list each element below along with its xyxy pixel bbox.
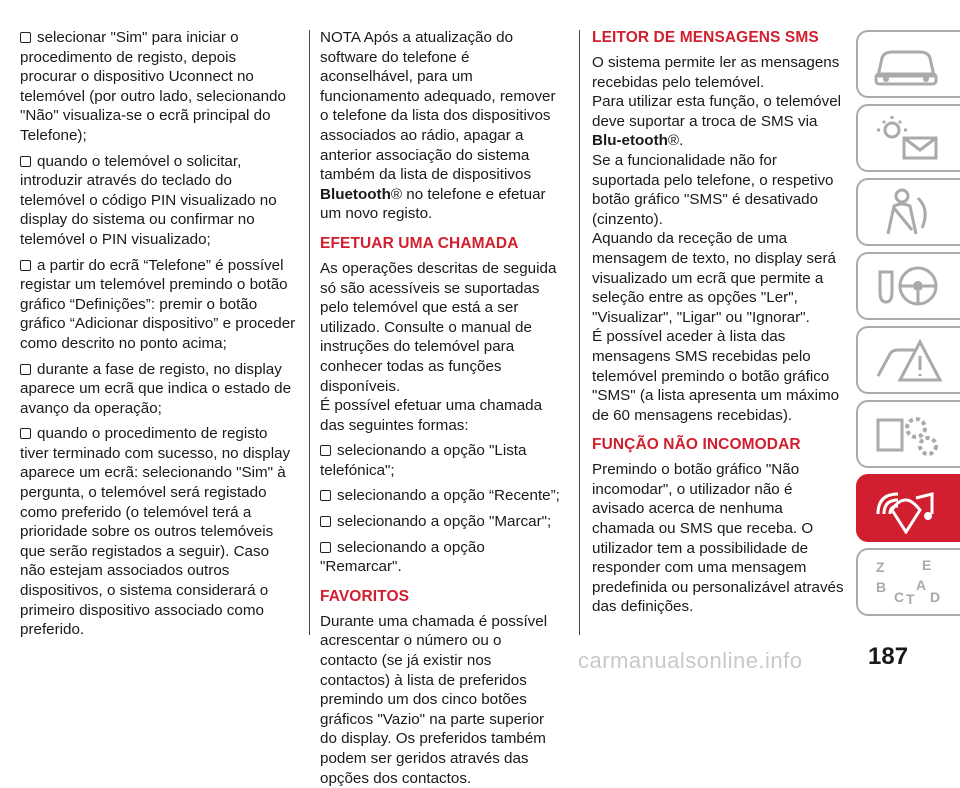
- index-letter: T: [906, 591, 915, 607]
- column-divider: [579, 30, 580, 635]
- checkbox-bullet-icon: [20, 260, 31, 271]
- column-divider: [309, 30, 310, 635]
- road-warning-icon: [872, 336, 948, 386]
- tab-multimedia[interactable]: [856, 474, 960, 542]
- checkbox-bullet-icon: [320, 490, 331, 501]
- paragraph: O sistema permite ler as mensagens recebidas pelo telemóvel.: [592, 54, 840, 91]
- paragraph: Aquando da receção de uma mensagem de texto, no display será visualizado um ecrã que permite a seleção entre as opções "Ler", "Visualizar", "Ligar" ou "Ignorar".: [592, 230, 836, 326]
- index-letters-icon: [872, 558, 948, 608]
- paragraph: Premindo o botão gráfico "Não incomodar", o utilizador não é avisado acerca de nenhuma chamada ou SMS que receba. O utilizador tem a possibilidade de responder com uma mensagem predefinida ou personalizável através das definições.: [592, 461, 844, 616]
- index-letter: A: [916, 577, 927, 593]
- bluetooth-bold: Blu-etooth: [592, 132, 668, 150]
- list-item: selecionar "Sim" para iniciar o procedimento de registo, depois procurar o dispositivo Uconnect no telemóvel (por outro lado, selecionando "Não" visualiza-se o ecrã principal do Telefone);: [20, 29, 286, 144]
- tab-emergency[interactable]: [856, 326, 960, 394]
- paragraph: É possível aceder à lista das mensagens SMS recebidas pelo telemóvel premindo o botão gráfico "SMS" (a lista apresenta um máximo de 60 mensagens recebidas).: [592, 328, 840, 424]
- bluetooth-bold: Bluetooth: [320, 185, 391, 203]
- tab-maintenance[interactable]: [856, 400, 960, 468]
- paragraph: Durante uma chamada é possível acrescentar o número ou o contacto (se já existir nos contactos) à lista de preferidos premindo um dos cinco botões gráficos "Vazio" na parte superior do display. Os preferidos também podem ser geridos através das opções dos contactos.: [320, 612, 548, 787]
- index-letter: E: [922, 558, 932, 573]
- heading-sms-reader: LEITOR DE MENSAGENS SMS: [592, 29, 819, 46]
- heading-make-call: EFETUAR UMA CHAMADA: [320, 234, 519, 252]
- paragraph: Para utilizar esta função, o telemóvel deve suportar a troca de SMS via Blu-etooth®.: [592, 93, 842, 150]
- heading-favorites: FAVORITOS: [320, 587, 410, 605]
- column-2: [320, 28, 560, 788]
- checkbox-bullet-icon: [20, 364, 31, 375]
- tab-vehicle[interactable]: [856, 30, 960, 98]
- paragraph: É possível efetuar uma chamada das seguintes formas:: [320, 397, 543, 434]
- checkbox-bullet-icon: [320, 516, 331, 527]
- watermark: carmanualsonline.info: [578, 648, 803, 673]
- multimedia-icon: [872, 484, 948, 534]
- seatbelt-icon: [872, 188, 948, 238]
- list-item: durante a fase de registo, no display aparece um ecrã que indica o estado de avanço da operação;: [20, 360, 292, 417]
- checkbox-bullet-icon: [320, 542, 331, 553]
- steering-wheel-icon: [872, 262, 948, 312]
- car-icon: [872, 40, 948, 90]
- list-item: selecionando a opção “Recente”;: [320, 486, 560, 506]
- checkbox-bullet-icon: [20, 428, 31, 439]
- list-item: quando o procedimento de registo tiver terminado com sucesso, no display aparece um ecrã: selecionando "Sim" à pergunta, o telemóvel será registado como preferido (o telemóvel terá a prioridade sobre os outros telemóveis que serão registados a seguir). Caso não estejam associados outros dispositivos, o sistema considerará o primeiro dispositivo associado como preferido.: [20, 425, 291, 639]
- column-1: [20, 28, 296, 646]
- tab-safety[interactable]: [856, 178, 960, 246]
- tab-warning-lights[interactable]: [856, 104, 960, 172]
- column-3: [592, 28, 847, 617]
- checkbox-bullet-icon: [20, 32, 31, 43]
- list-item: selecionando a opção "Lista telefónica";: [320, 442, 527, 479]
- tab-index[interactable]: [856, 548, 960, 616]
- service-gears-icon: [872, 410, 948, 460]
- warning-lights-icon: [872, 114, 948, 164]
- index-letter: Z: [876, 559, 885, 575]
- paragraph: As operações descritas de seguida só são acessíveis se suportadas pelo telemóvel que está a ser utilizado. Consulte o manual de instruções do telemóvel para conhecer todas as funções disponíveis.: [320, 259, 557, 395]
- checkbox-bullet-icon: [20, 156, 31, 167]
- chapter-tabs: [856, 30, 960, 622]
- list-item: quando o telemóvel o solicitar, introduzir através do teclado do telemóvel o código PIN visualizado no display do sistema ou confirmar no telemóvel o PIN visualizado;: [20, 152, 277, 248]
- checkbox-bullet-icon: [320, 445, 331, 456]
- page-number: 187: [868, 643, 909, 670]
- tab-driving[interactable]: [856, 252, 960, 320]
- paragraph: Se a funcionalidade não for suportada pelo telefone, o respetivo botão gráfico "SMS" é desativado (cinzento).: [592, 151, 834, 228]
- note-paragraph: NOTA Após a atualização do software do telefone é aconselhável, para um funcionamento adequado, remover o telefone da lista dos dispositivos associados ao rádio, apagar a anterior associação do sistema também da lista de dispositivos Bluetooth® no telefone e efetuar um novo registo.: [320, 29, 556, 223]
- list-item: selecionando a opção "Remarcar".: [320, 538, 485, 576]
- index-letter: B: [876, 579, 887, 595]
- heading-do-not-disturb: FUNÇÃO NÃO INCOMODAR: [592, 436, 801, 454]
- list-item: selecionando a opção "Marcar";: [320, 512, 560, 532]
- list-item: a partir do ecrã “Telefone” é possível registar um telemóvel premindo o botão gráfico “Definições”: premir o botão gráfico “Adicionar dispositivo” e proceder como descrito no ponto acima;: [20, 256, 296, 352]
- index-letter: C: [894, 589, 905, 605]
- index-letter: D: [930, 589, 941, 605]
